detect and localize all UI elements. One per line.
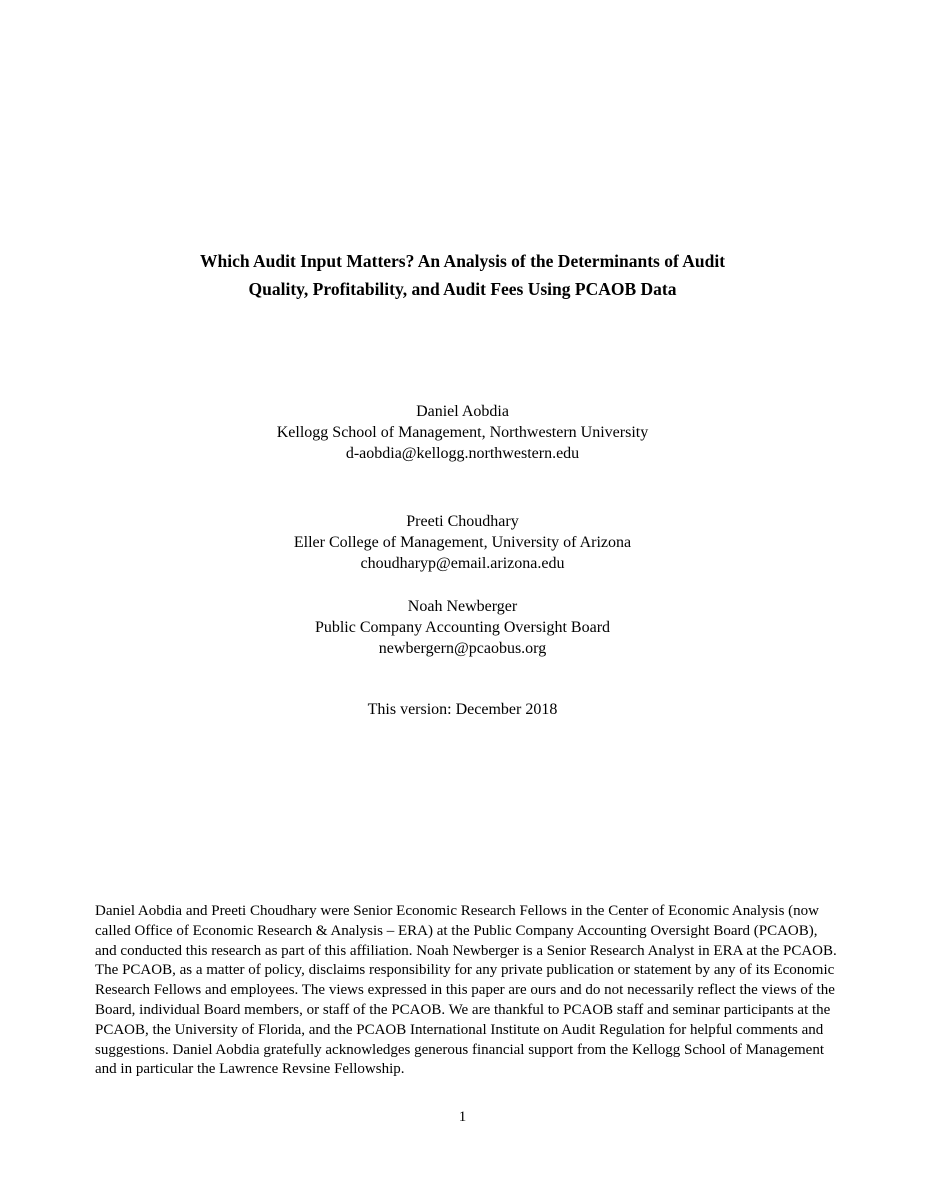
author-affiliation: Public Company Accounting Oversight Board <box>314 619 611 636</box>
author-block-preeti-choudhary <box>0 511 925 574</box>
author-affiliation: Kellogg School of Management, Northwestern University <box>276 424 649 441</box>
version-line: This version: December 2018 <box>367 701 558 718</box>
author-name: Noah Newberger <box>407 598 518 615</box>
author-block-daniel-aobdia <box>0 401 925 464</box>
author-affiliation: Eller College of Management, University of Arizona <box>293 534 632 551</box>
author-email: newbergern@pcaobus.org <box>378 640 547 657</box>
author-email: choudharyp@email.arizona.edu <box>360 555 565 572</box>
author-block-noah-newberger <box>0 596 925 659</box>
paper-title-line-1: Which Audit Input Matters? An Analysis of the Determinants of Audit <box>199 251 726 271</box>
author-email: d-aobdia@kellogg.northwestern.edu <box>345 445 580 462</box>
author-name: Daniel Aobdia <box>416 403 509 420</box>
acknowledgements-footnote: Daniel Aobdia and Preeti Choudhary were Senior Economic Research Fellows in the Center of Economic Analysis (now called Office of Economic Research & Analysis – ERA) at the Public Company Accounting Oversight Board (PCAOB), and conducted this research as part of this affiliation. Noah Newberger is a Senior Research Analyst in ERA at the PCAOB. The PCAOB, as a matter of policy, disclaims responsibility for any private publication or statement by any of its Economic Research Fellows and employees. The views expressed in this paper are ours and do not necessarily reflect the views of the Board, individual Board members, or staff of the PCAOB. We are thankful to PCAOB staff and seminar participants at the PCAOB, the University of Florida, and the PCAOB International Institute on Audit Regulation for helpful comments and suggestions. Daniel Aobdia gratefully acknowledges generous financial support from the Kellogg School of Management and in particular the Lawrence Revsine Fellowship. <box>95 903 837 1078</box>
page-number: 1 <box>458 1109 467 1125</box>
paper-title <box>0 247 925 303</box>
paper-title-line-2: Quality, Profitability, and Audit Fees Using PCAOB Data <box>248 279 677 299</box>
author-name: Preeti Choudhary <box>406 513 519 530</box>
